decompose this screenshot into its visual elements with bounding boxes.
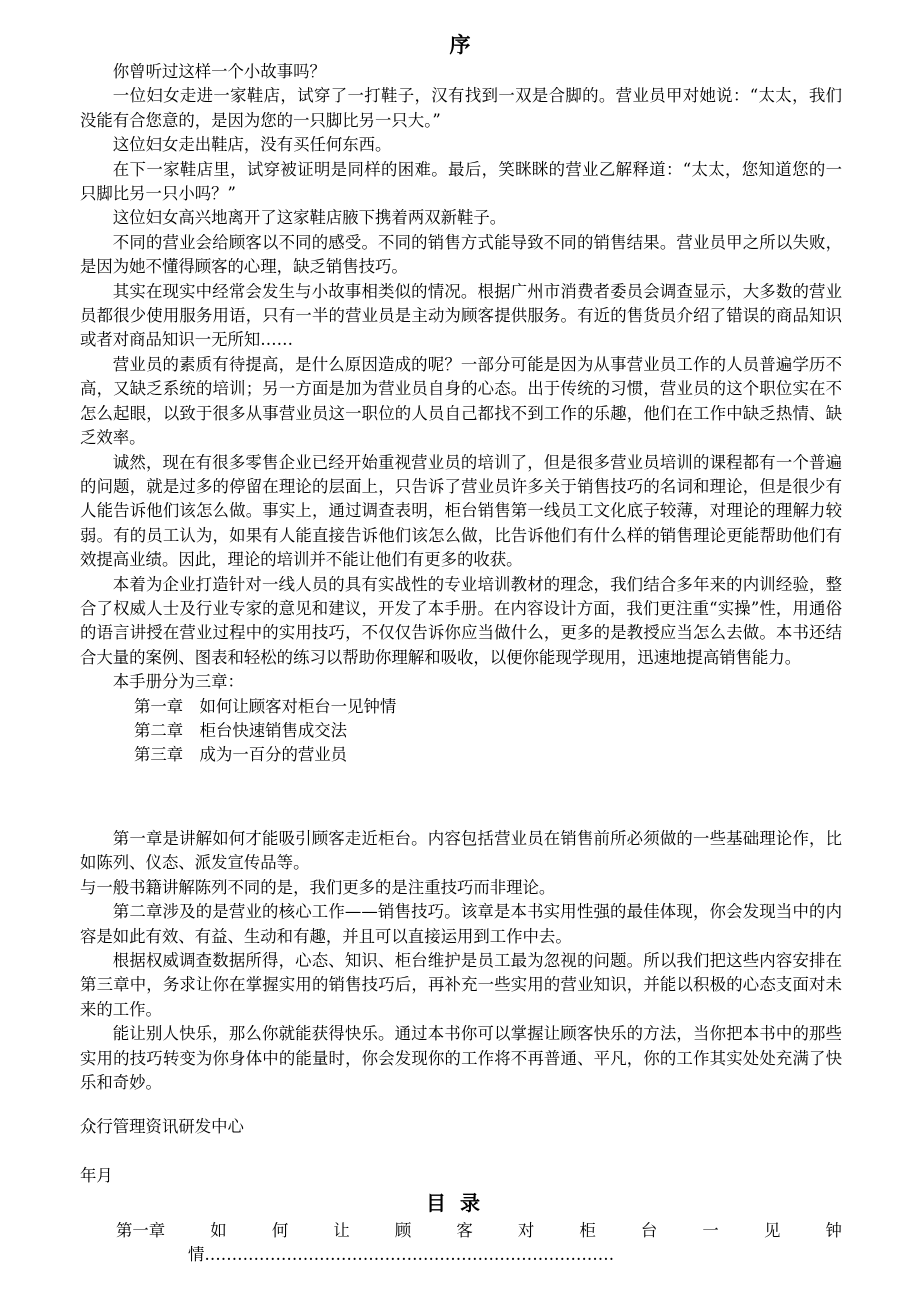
- toc-char: 何: [271, 1221, 289, 1240]
- paragraph: 本着为企业打造针对一线人员的具有实战性的专业培训教材的理念，我们结合多年来的内训经验，整合了权威人士及行业专家的意见和建议，开发了本手册。在内容设计方面，我们更注重“实操”性，用通俗的语言讲授在营业过程中的实用技巧，不仅仅告诉你应当做什么，更多的是教授应当怎么去做。本书还结合大量的案例、图表和轻松的练习以帮助你理解和吸收，以便你能现学现用，迅速地提高销售能力。: [80, 574, 842, 667]
- toc-char: 对: [517, 1221, 535, 1240]
- toc-char: 顾: [394, 1221, 412, 1240]
- paragraph: 第二章涉及的是营业的核心工作——销售技巧。该章是本书实用性强的最佳体现，你会发现当中的内容是如此有效、有益、生动和有趣，并且可以直接运用到工作中去。: [80, 902, 842, 946]
- toc-entry-leader: 情…………………………………………………………………: [188, 1245, 615, 1265]
- chapter-list-item: 第二章 柜台快速销售成交法: [134, 720, 348, 740]
- paragraph: 与一般书籍讲解陈列不同的是，我们更多的是注重技巧而非理论。: [80, 877, 556, 897]
- date: 年月: [80, 1166, 113, 1185]
- toc-entry-label: 第一章: [116, 1221, 166, 1240]
- chapter-list-item: 第一章 如何让顾客对柜台一见钟情: [134, 696, 397, 716]
- paragraph: 根据权威调查数据所得，心态、知识、柜台维护是员工最为忽视的问题。所以我们把这些内容安排在第三章中，务求让你在掌握实用的销售技巧后，再补充一些实用的营业知识，并能以积极的心态支面对未来的工作。: [80, 951, 842, 1019]
- paragraph: 你曾听过这样一个小故事吗？: [112, 62, 326, 81]
- preface-body: [80, 60, 842, 768]
- paragraph: 营业员的素质有待提高，是什么原因造成的呢？一部分可能是因为从事营业员工作的人员普遍学历不高，又缺乏系统的培训；另一方面是加为营业员自身的心态。出于传统的习惯，营业员的这个职位实在不怎么起眼，以致于很多从事营业员这一职位的人员自己都找不到工作的乐趣，他们在工作中缺乏热情、缺乏效率。: [80, 354, 842, 448]
- paragraph: 能让别人快乐，那么你就能获得快乐。通过本书你可以掌握让顾客快乐的方法，当你把本书中的那些实用的技巧转变为你身体中的能量时，你会发现你的工作将不再普通、平凡，你的工作其实处处充满了快乐和奇妙。: [80, 1024, 842, 1093]
- toc-entry-line: [116, 1219, 842, 1243]
- preface-title: 序: [449, 32, 471, 57]
- paragraph: 其实在现实中经常会发生与小故事相类似的情况。根据广州市消费者委员会调查显示，大多数的营业员都很少使用服务用语，只有一半的营业员是主动为顾客提供服务。有近的售货员介绍了错误的商品知识或者对商品知识一无所知……: [80, 281, 842, 350]
- paragraph: 在下一家鞋店里，试穿被证明是同样的困难。最后，笑眯眯的营业乙解释道：“太太，您知道您的一只脚比另一只小吗？”: [80, 159, 842, 204]
- paragraph: 这位妇女走出鞋店，没有买任何东西。: [112, 135, 392, 155]
- toc-title: 目录: [426, 1191, 494, 1215]
- toc-entry[interactable]: [116, 1219, 842, 1268]
- toc-char: 如: [210, 1221, 227, 1240]
- chapter-summaries: [80, 827, 842, 1095]
- toc-char: 让: [333, 1221, 350, 1240]
- toc-char: 柜: [579, 1221, 596, 1240]
- toc-char: 一: [702, 1221, 719, 1240]
- paragraph: 不同的营业会给顾客以不同的感受。不同的销售方式能导致不同的销售结果。营业员甲之所以失败，是因为她不懂得顾客的心理，缺乏销售技巧。: [80, 232, 842, 277]
- paragraph: 第一章是讲解如何才能吸引顾客走近柜台。内容包括营业员在销售前所必须做的一些基础理论作，比如陈列、仪态、派发宣传品等。: [80, 829, 842, 873]
- toc-char: 客: [456, 1221, 473, 1240]
- paragraph: 这位妇女高兴地离开了这家鞋店腋下携着两双新鞋子。: [112, 208, 507, 228]
- toc-char: 台: [640, 1221, 658, 1240]
- toc-char: 钟: [825, 1221, 842, 1240]
- chapter-list-item: 第三章 成为一百分的营业员: [134, 745, 348, 765]
- paragraph: 本手册分为三章：: [112, 672, 244, 692]
- paragraph: 一位妇女走进一家鞋店，试穿了一打鞋子，汉有找到一双是合脚的。营业员甲对她说：“太太，我们没能有合您意的，是因为您的一只脚比另一只大。”: [80, 86, 842, 130]
- signature: 众行管理资讯研发中心: [80, 1117, 244, 1136]
- toc-char: 见: [763, 1221, 781, 1240]
- paragraph: 诚然，现在有很多零售企业已经开始重视营业员的培训了，但是很多营业员培训的课程都有一个普遍的问题，就是过多的停留在理论的层面上，只告诉了营业员许多关于销售技巧的名词和理论，但是很少有人能告诉他们该怎么做。事实上，通过调查表明，柜台销售第一线员工文化底子较薄，对理论的理解力较弱。有的员工认为，如果有人能直接告诉他们该怎么做，比告诉他们有什么样的销售理论更能帮助他们有效提高业绩。因此，理论的培训并不能让他们有更多的收获。: [80, 452, 842, 570]
